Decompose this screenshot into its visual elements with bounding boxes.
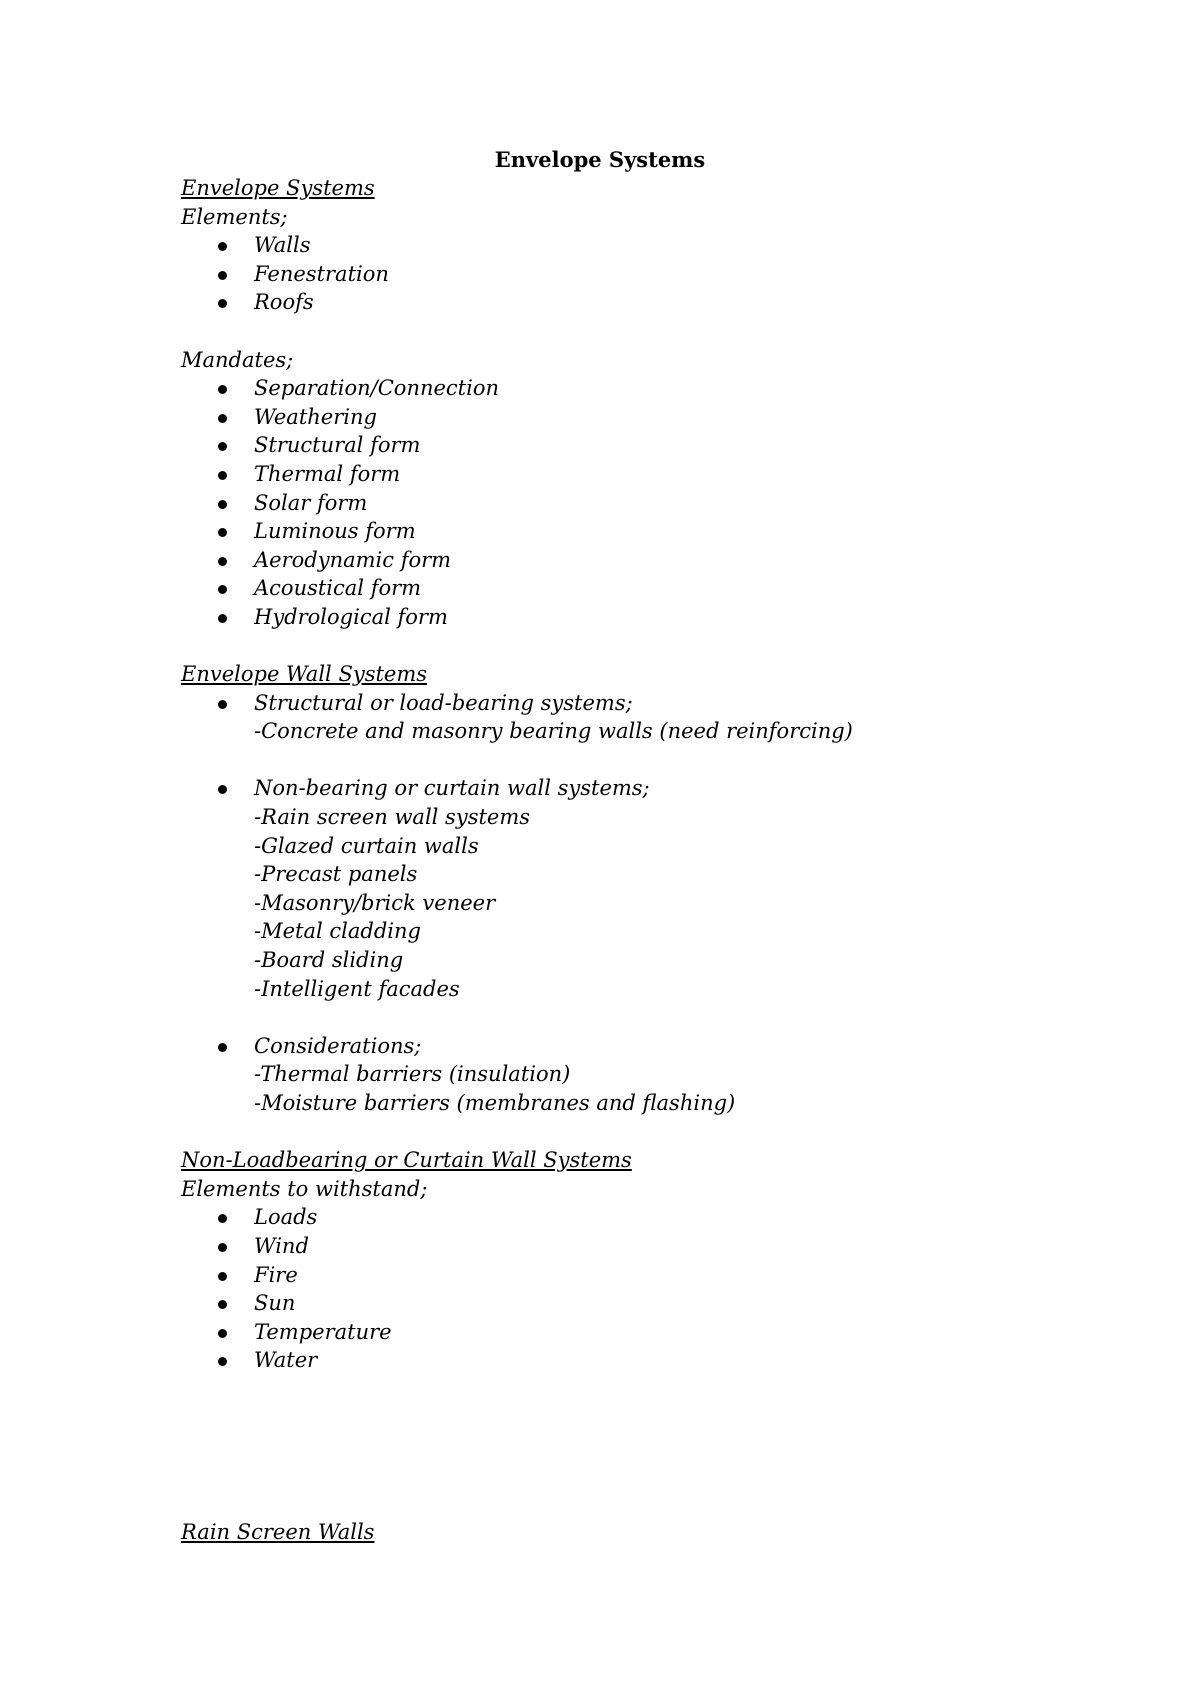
list-item: Water <box>181 1346 853 1375</box>
sub-item: -Concrete and masonry bearing walls (need reinforcing) <box>254 719 853 744</box>
list-item: Separation/Connection <box>181 374 853 403</box>
list-item: Thermal form <box>181 460 853 489</box>
section-heading-rain-screen-walls: Rain Screen Walls <box>181 1519 375 1544</box>
document-body <box>181 174 853 1547</box>
list-item: Structural form <box>181 431 853 460</box>
list-item: Considerations; <box>181 1032 853 1061</box>
withstand-label: Elements to withstand; <box>181 1176 428 1201</box>
list-item: Hydrological form <box>181 603 853 632</box>
list-item: Structural or load-bearing systems; <box>181 689 853 718</box>
sub-item: -Intelligent facades <box>254 976 460 1001</box>
list-item: Loads <box>181 1203 853 1232</box>
sub-item: -Precast panels <box>254 862 418 887</box>
list-item: Acoustical form <box>181 574 853 603</box>
sub-item: -Thermal barriers (insulation) <box>254 1062 571 1087</box>
list-item: Fenestration <box>181 260 853 289</box>
sub-item: -Glazed curtain walls <box>254 833 479 858</box>
sub-item: -Metal cladding <box>254 919 421 944</box>
page-title: Envelope Systems <box>494 147 706 172</box>
list-item: Solar form <box>181 489 853 518</box>
section-heading-curtain-wall-systems: Non-Loadbearing or Curtain Wall Systems <box>181 1148 632 1173</box>
list-item: Luminous form <box>181 517 853 546</box>
list-item: Walls <box>181 231 853 260</box>
elements-label: Elements; <box>181 204 288 229</box>
list-item: Non-bearing or curtain wall systems; <box>181 774 853 803</box>
sub-item: -Board sliding <box>254 948 404 973</box>
list-item: Temperature <box>181 1318 853 1347</box>
list-item: Weathering <box>181 403 853 432</box>
section-heading-envelope-systems: Envelope Systems <box>181 176 375 200</box>
list-item: Aerodynamic form <box>181 546 853 575</box>
sub-item: -Moisture barriers (membranes and flashing) <box>254 1091 736 1115</box>
list-item: Fire <box>181 1261 853 1290</box>
list-item: Roofs <box>181 288 853 317</box>
mandates-label: Mandates; <box>181 347 294 372</box>
list-item: Sun <box>181 1289 853 1318</box>
sub-item: -Masonry/brick veneer <box>254 890 496 915</box>
section-heading-envelope-wall-systems: Envelope Wall Systems <box>181 662 428 687</box>
sub-item: -Rain screen wall systems <box>254 805 531 830</box>
list-item: Wind <box>181 1232 853 1261</box>
